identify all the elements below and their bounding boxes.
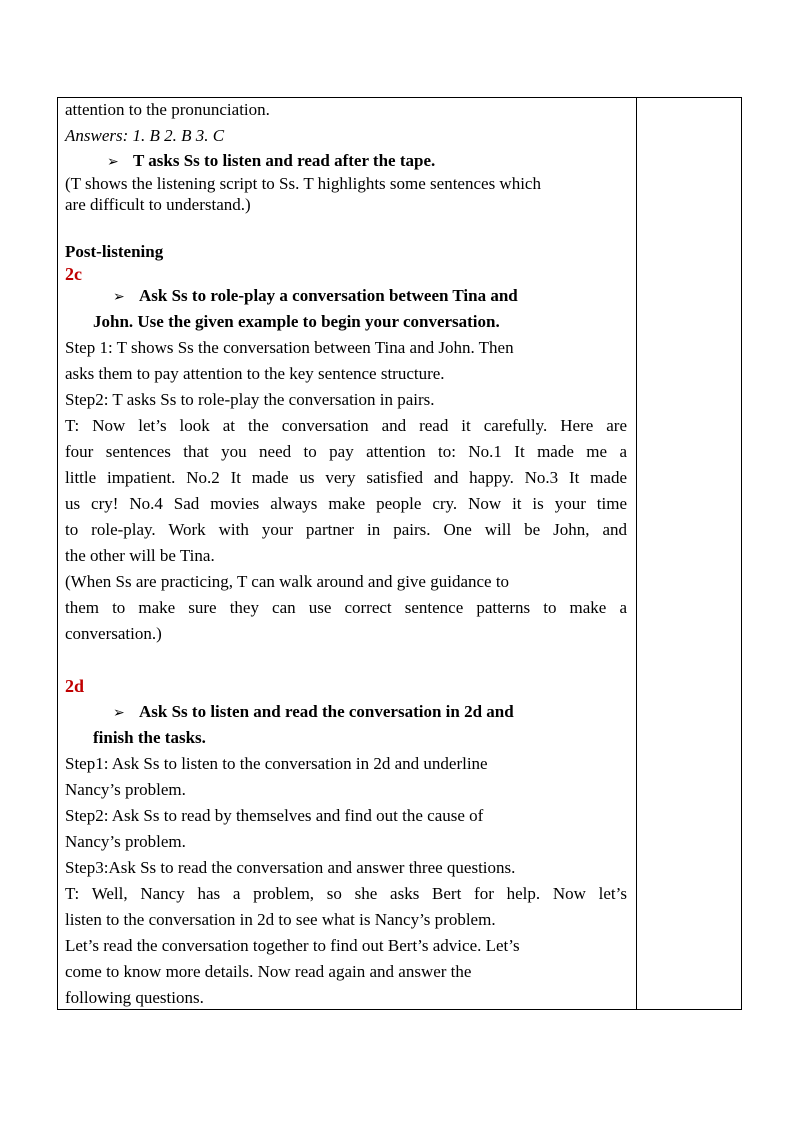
text-line: us cry! No.4 Sad movies always make people cry. Now it is your time <box>65 494 627 513</box>
text-line: following questions. <box>65 988 204 1007</box>
text-line: Nancy’s problem. <box>65 832 186 851</box>
text-line: T: Now let’s look at the conversation and read it carefully. Here are <box>65 416 627 435</box>
text-line: (T shows the listening script to Ss. T highlights some sentences which <box>65 174 541 193</box>
arrow-bullet-icon: ➢ <box>107 154 119 170</box>
text-line: to role-play. Work with your partner in pairs. One will be John, and <box>65 520 627 539</box>
text-line: Step3:Ask Ss to read the conversation and answer three questions. <box>65 858 516 877</box>
text-line: Step2: Ask Ss to read by themselves and find out the cause of <box>65 806 484 825</box>
text-line: the other will be Tina. <box>65 546 215 565</box>
text-line: Let’s read the conversation together to find out Bert’s advice. Let’s <box>65 936 520 955</box>
text-line: little impatient. No.2 It made us very satisfied and happy. No.3 It made <box>65 468 627 487</box>
task-listen-read: ➢ T asks Ss to listen and read after the tape. <box>107 151 436 170</box>
text-line: T: Well, Nancy has a problem, so she asks Bert for help. Now let’s <box>65 884 627 903</box>
text-line: come to know more details. Now read again and answer the <box>65 962 472 981</box>
section-2c-heading: 2c <box>65 264 82 284</box>
column-divider <box>636 98 637 1009</box>
section-2d-heading: 2d <box>65 676 85 696</box>
post-listening-heading: Post-listening <box>65 242 164 261</box>
text-line: (When Ss are practicing, T can walk around and give guidance to <box>65 572 510 591</box>
text-line: asks them to pay attention to the key sentence structure. <box>65 364 445 383</box>
task-role-play: ➢ Ask Ss to role-play a conversation between Tina and <box>113 286 518 305</box>
text-line: Nancy’s problem. <box>65 780 186 799</box>
text-line: Step1: Ask Ss to listen to the conversation in 2d and underline <box>65 754 488 773</box>
lesson-table <box>57 97 742 1010</box>
text-line: attention to the pronunciation. <box>65 100 270 119</box>
text-line: John. Use the given example to begin your conversation. <box>93 312 500 331</box>
text-line: finish the tasks. <box>93 728 206 747</box>
text-line: them to make sure they can use correct sentence patterns to make a <box>65 598 627 617</box>
text-line: listen to the conversation in 2d to see what is Nancy’s problem. <box>65 910 496 929</box>
text-line: four sentences that you need to pay attention to: No.1 It made me a <box>65 442 627 461</box>
text-line: are difficult to understand.) <box>65 195 251 214</box>
answers-line: Answers: 1. B 2. B 3. C <box>65 126 225 145</box>
arrow-bullet-icon: ➢ <box>113 289 125 305</box>
text-line: Step 1: T shows Ss the conversation between Tina and John. Then <box>65 338 514 357</box>
text-line: Step2: T asks Ss to role-play the conversation in pairs. <box>65 390 435 409</box>
text-line: conversation.) <box>65 624 162 643</box>
arrow-bullet-icon: ➢ <box>113 705 125 721</box>
task-listen-2d: ➢ Ask Ss to listen and read the conversation in 2d and <box>113 702 514 721</box>
